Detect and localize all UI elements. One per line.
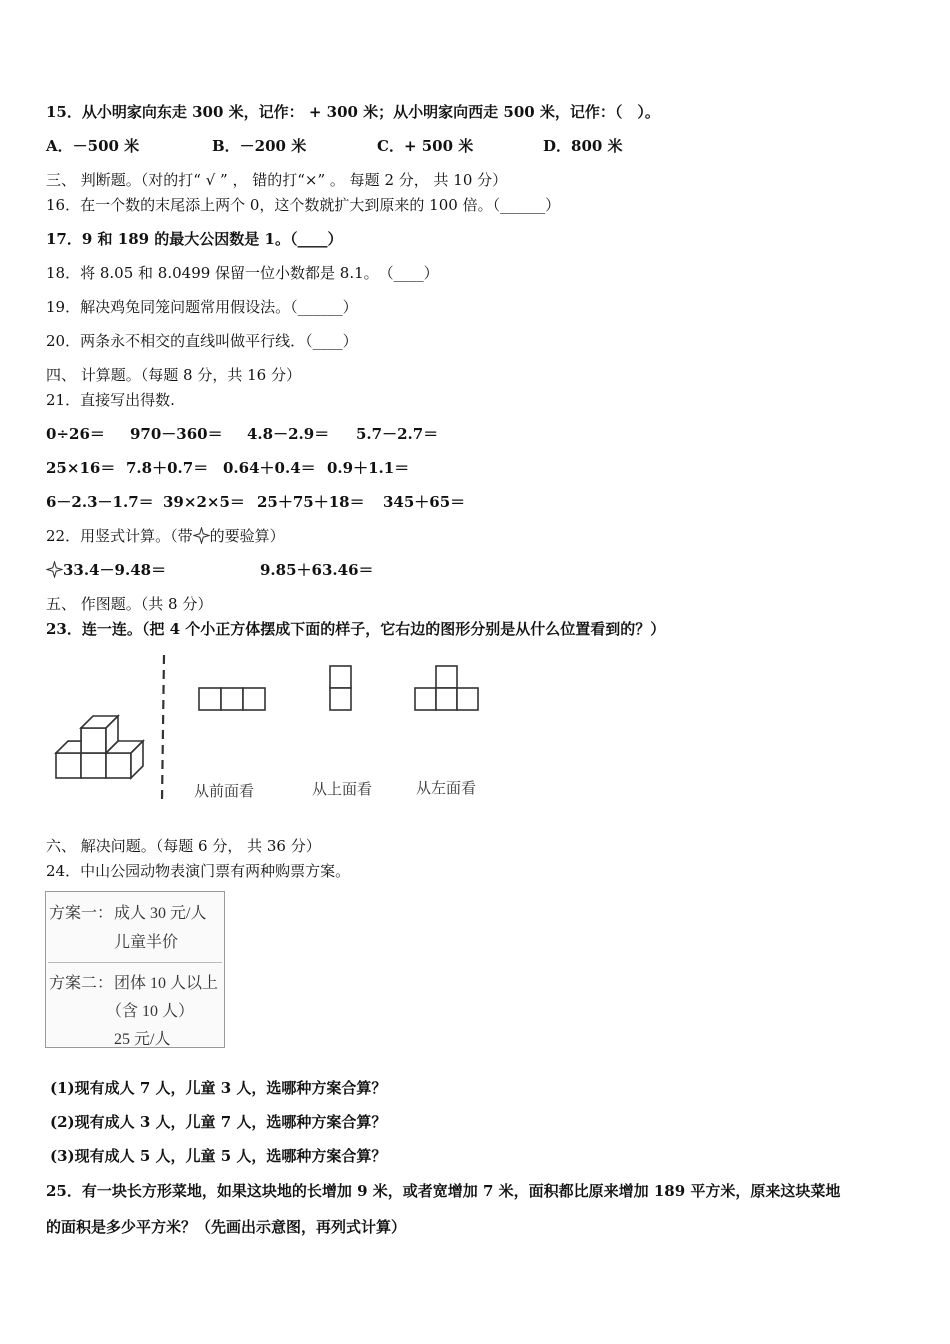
cube-face: [81, 753, 106, 778]
ticket-plans-box: [45, 891, 225, 1048]
front-view: [199, 688, 265, 710]
section-5-title: 五、 作图题。（共 8 分）: [46, 595, 213, 613]
section-6-title: 六、 解决问题。（每题 6 分， 共 36 分）: [46, 837, 321, 855]
dashed-separator: [162, 655, 164, 800]
question-15: 15．从小明家向东走 300 米，记作： + 300 米；从小明家向西走 500 米，记作：（ ）。: [46, 103, 660, 121]
question-24-title: 24．中山公园动物表演门票有两种购票方案。: [46, 862, 351, 880]
calc-item: 39×2×5＝: [163, 493, 245, 511]
plan2-line2: （含 10 人）: [106, 1003, 195, 1020]
option-a: A．－500 米: [46, 137, 140, 155]
plan1-line2: 儿童半价: [114, 934, 179, 951]
calc-item: 4.8－2.9＝: [247, 425, 330, 443]
plan1-label: 方案一：: [49, 905, 114, 922]
calc-row-2: [46, 458, 926, 478]
check-star-icon: [46, 561, 63, 578]
calc-item: 25＋75＋18＝: [257, 493, 365, 511]
question-24-sub2: (2)现有成人 3 人，儿童 7 人，选哪种方案合算？: [50, 1113, 387, 1131]
cube-face: [56, 753, 81, 778]
top-view: [330, 666, 351, 710]
plan-divider: [48, 962, 222, 963]
caption-front: 从前面看: [194, 782, 255, 800]
caption-top: 从上面看: [312, 780, 373, 798]
calc-item: 5.7－2.7＝: [356, 425, 439, 443]
plan2-line3: 25 元/人: [114, 1031, 171, 1048]
calc-row-1: [46, 424, 926, 444]
question-16: 16．在一个数的末尾添上两个 0，这个数就扩大到原来的 100 倍。（______）: [46, 196, 561, 214]
calc-item: 25×16＝: [46, 459, 116, 477]
question-22-title-end: 的要验算）: [209, 527, 285, 545]
calc-item: 6－2.3－1.7＝: [46, 493, 154, 511]
option-c: C．+ 500 米: [377, 137, 474, 155]
question-24-sub1: (1)现有成人 7 人，儿童 3 人，选哪种方案合算？: [50, 1079, 387, 1097]
cube-face: [81, 728, 106, 753]
section-3-title: 三、 判断题。（对的打“ √ ” ， 错的打“×” 。 每题 2 分， 共 10 分）: [46, 171, 508, 189]
calc-item: 970－360＝: [130, 425, 223, 443]
plan1-line1: 成人 30 元/人: [114, 905, 207, 922]
cube-views-diagram: [44, 650, 504, 810]
question-22-title: [46, 526, 285, 546]
calc-row-3: [46, 492, 926, 512]
calc-item: 0.9＋1.1＝: [327, 459, 410, 477]
calc-item: 0÷26＝: [46, 425, 105, 443]
question-15-options: [46, 136, 926, 156]
expr-1: 33.4－9.48＝: [63, 561, 167, 579]
question-22-title-start: 22．用竖式计算。（带: [46, 527, 193, 545]
section-4-title: 四、 计算题。（每题 8 分，共 16 分）: [46, 366, 301, 384]
question-22-exprs: [46, 560, 926, 580]
left-view: [415, 666, 478, 710]
expr-2: 9.85＋63.46＝: [260, 561, 374, 579]
question-18: 18．将 8.05 和 8.0499 保留一位小数都是 8.1。 （____）: [46, 264, 439, 282]
calc-item: 345＋65＝: [383, 493, 466, 511]
question-24-sub3: (3)现有成人 5 人，儿童 5 人，选哪种方案合算？: [50, 1147, 387, 1165]
calc-item: 0.64＋0.4＝: [223, 459, 316, 477]
plan2-label: 方案二：: [49, 975, 114, 992]
question-21-title: 21．直接写出得数.: [46, 391, 175, 409]
question-23-title: 23．连一连。（把 4 个小正方体摆成下面的样子，它右边的图形分别是从什么位置看到的？）: [46, 620, 666, 638]
question-25-line1: 25．有一块长方形菜地，如果这块地的长增加 9 米，或者宽增加 7 米，面积都比原来增加 189 平方米，原来这块菜地: [46, 1182, 841, 1200]
question-20: 20．两条永不相交的直线叫做平行线．（____）: [46, 332, 358, 350]
cube-face: [106, 753, 131, 778]
check-star-icon: [193, 527, 210, 544]
caption-left: 从左面看: [416, 779, 477, 797]
question-19: 19．解决鸡兔同笼问题常用假设法。（______）: [46, 298, 358, 316]
question-25-line2: 的面积是多少平方米？（先画出示意图，再列式计算）: [46, 1218, 407, 1236]
question-17: 17．9 和 189 的最大公因数是 1。（____）: [46, 230, 343, 248]
option-d: D．800 米: [543, 137, 623, 155]
calc-item: 7.8＋0.7＝: [126, 459, 209, 477]
option-b: B．－200 米: [212, 137, 307, 155]
plan2-line1: 团体 10 人以上: [114, 975, 219, 992]
expr-1-wrap: [46, 560, 166, 580]
